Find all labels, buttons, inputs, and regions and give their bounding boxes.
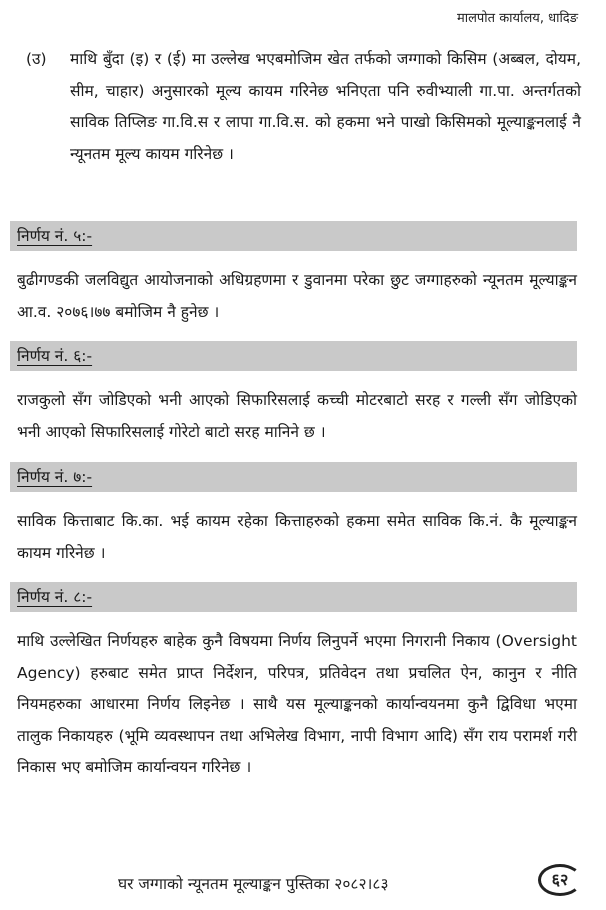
- clause-text: माथि बुँदा (इ) र (ई) मा उल्लेख भएबमोजिम खेत तर्फको जग्गाको किसिम (अब्बल, दोयम, सीम, चाहार) अनुसारको मूल्य कायम गरिनेछ भनिएता पनि रुवीभ्याली गा.पा. अन्तर्गतको साविक तिप्लिङ गा.वि.स र लापा गा.वि.स. को हकमा भने पाखो किसिमको मूल्याङ्कनलाई नै न्यूनतम मूल्य कायम गरिनेछ ।: [70, 50, 581, 163]
- clause-label: (उ): [26, 50, 47, 68]
- decision-7-heading-text: निर्णय नं. ७:-: [17, 468, 93, 486]
- decision-6-body: राजकुलो सँग जोडिएको भनी आएको सिफारिसलाई कच्ची मोटरबाटो सरह र गल्ली सँग जोडिएको भनी आएको सिफारिसलाई गोरेटो बाटो सरह मानिने छ ।: [17, 391, 577, 441]
- decision-5-heading-text: निर्णय नं. ५:-: [17, 227, 93, 245]
- decision-5-heading: [10, 221, 577, 251]
- decision-8-heading-text: निर्णय नं. ८:-: [17, 588, 93, 606]
- page-number: ६२: [538, 864, 582, 896]
- office-header: मालपोत कार्यालय, धादिङ: [456, 11, 578, 26]
- decision-6-heading: [10, 341, 577, 371]
- decision-5-body: बुढीगण्डकी जलविद्युत आयोजनाको अधिग्रहणमा र डुवानमा परेका छुट जग्गाहरुको न्यूनतम मूल्याङ्कन आ.व. २०७६।७७ बमोजिम नै हुनेछ ।: [17, 271, 577, 321]
- booklet-title: घर जग्गाको न्यूनतम मूल्याङ्कन पुस्तिका २०८२।८३: [118, 875, 389, 893]
- decision-6-heading-text: निर्णय नं. ६:-: [17, 347, 93, 365]
- decision-8-body: माथि उल्लेखित निर्णयहरु बाहेक कुनै विषयमा निर्णय लिनुपर्ने भएमा निगरानी निकाय (Oversight Agency) हरुबाट समेत प्राप्त निर्देशन, परिपत्र, प्रतिवेदन तथा प्रचलित ऐन, कानुन र नीति नियमहरुका आधारमा निर्णय लिइनेछ । साथै यस मूल्याङ्कनको कार्यान्वयनमा कुनै द्विविधा भएमा तालुक निकायहरु (भूमि व्यवस्थापन तथा अभिलेख विभाग, नापी विभाग आदि) सँग राय परामर्श गरी निकास भए बमोजिम कार्यान्वयन गरिनेछ ।: [17, 632, 577, 776]
- decision-8-heading: [10, 582, 577, 612]
- decision-7-heading: [10, 462, 577, 492]
- decision-7-body: साविक कित्ताबाट कि.का. भई कायम रहेका कित्ताहरुको हकमा समेत साविक कि.नं. कै मूल्याङ्कन कायम गरिनेछ ।: [17, 512, 577, 562]
- intro-clause: [26, 44, 581, 170]
